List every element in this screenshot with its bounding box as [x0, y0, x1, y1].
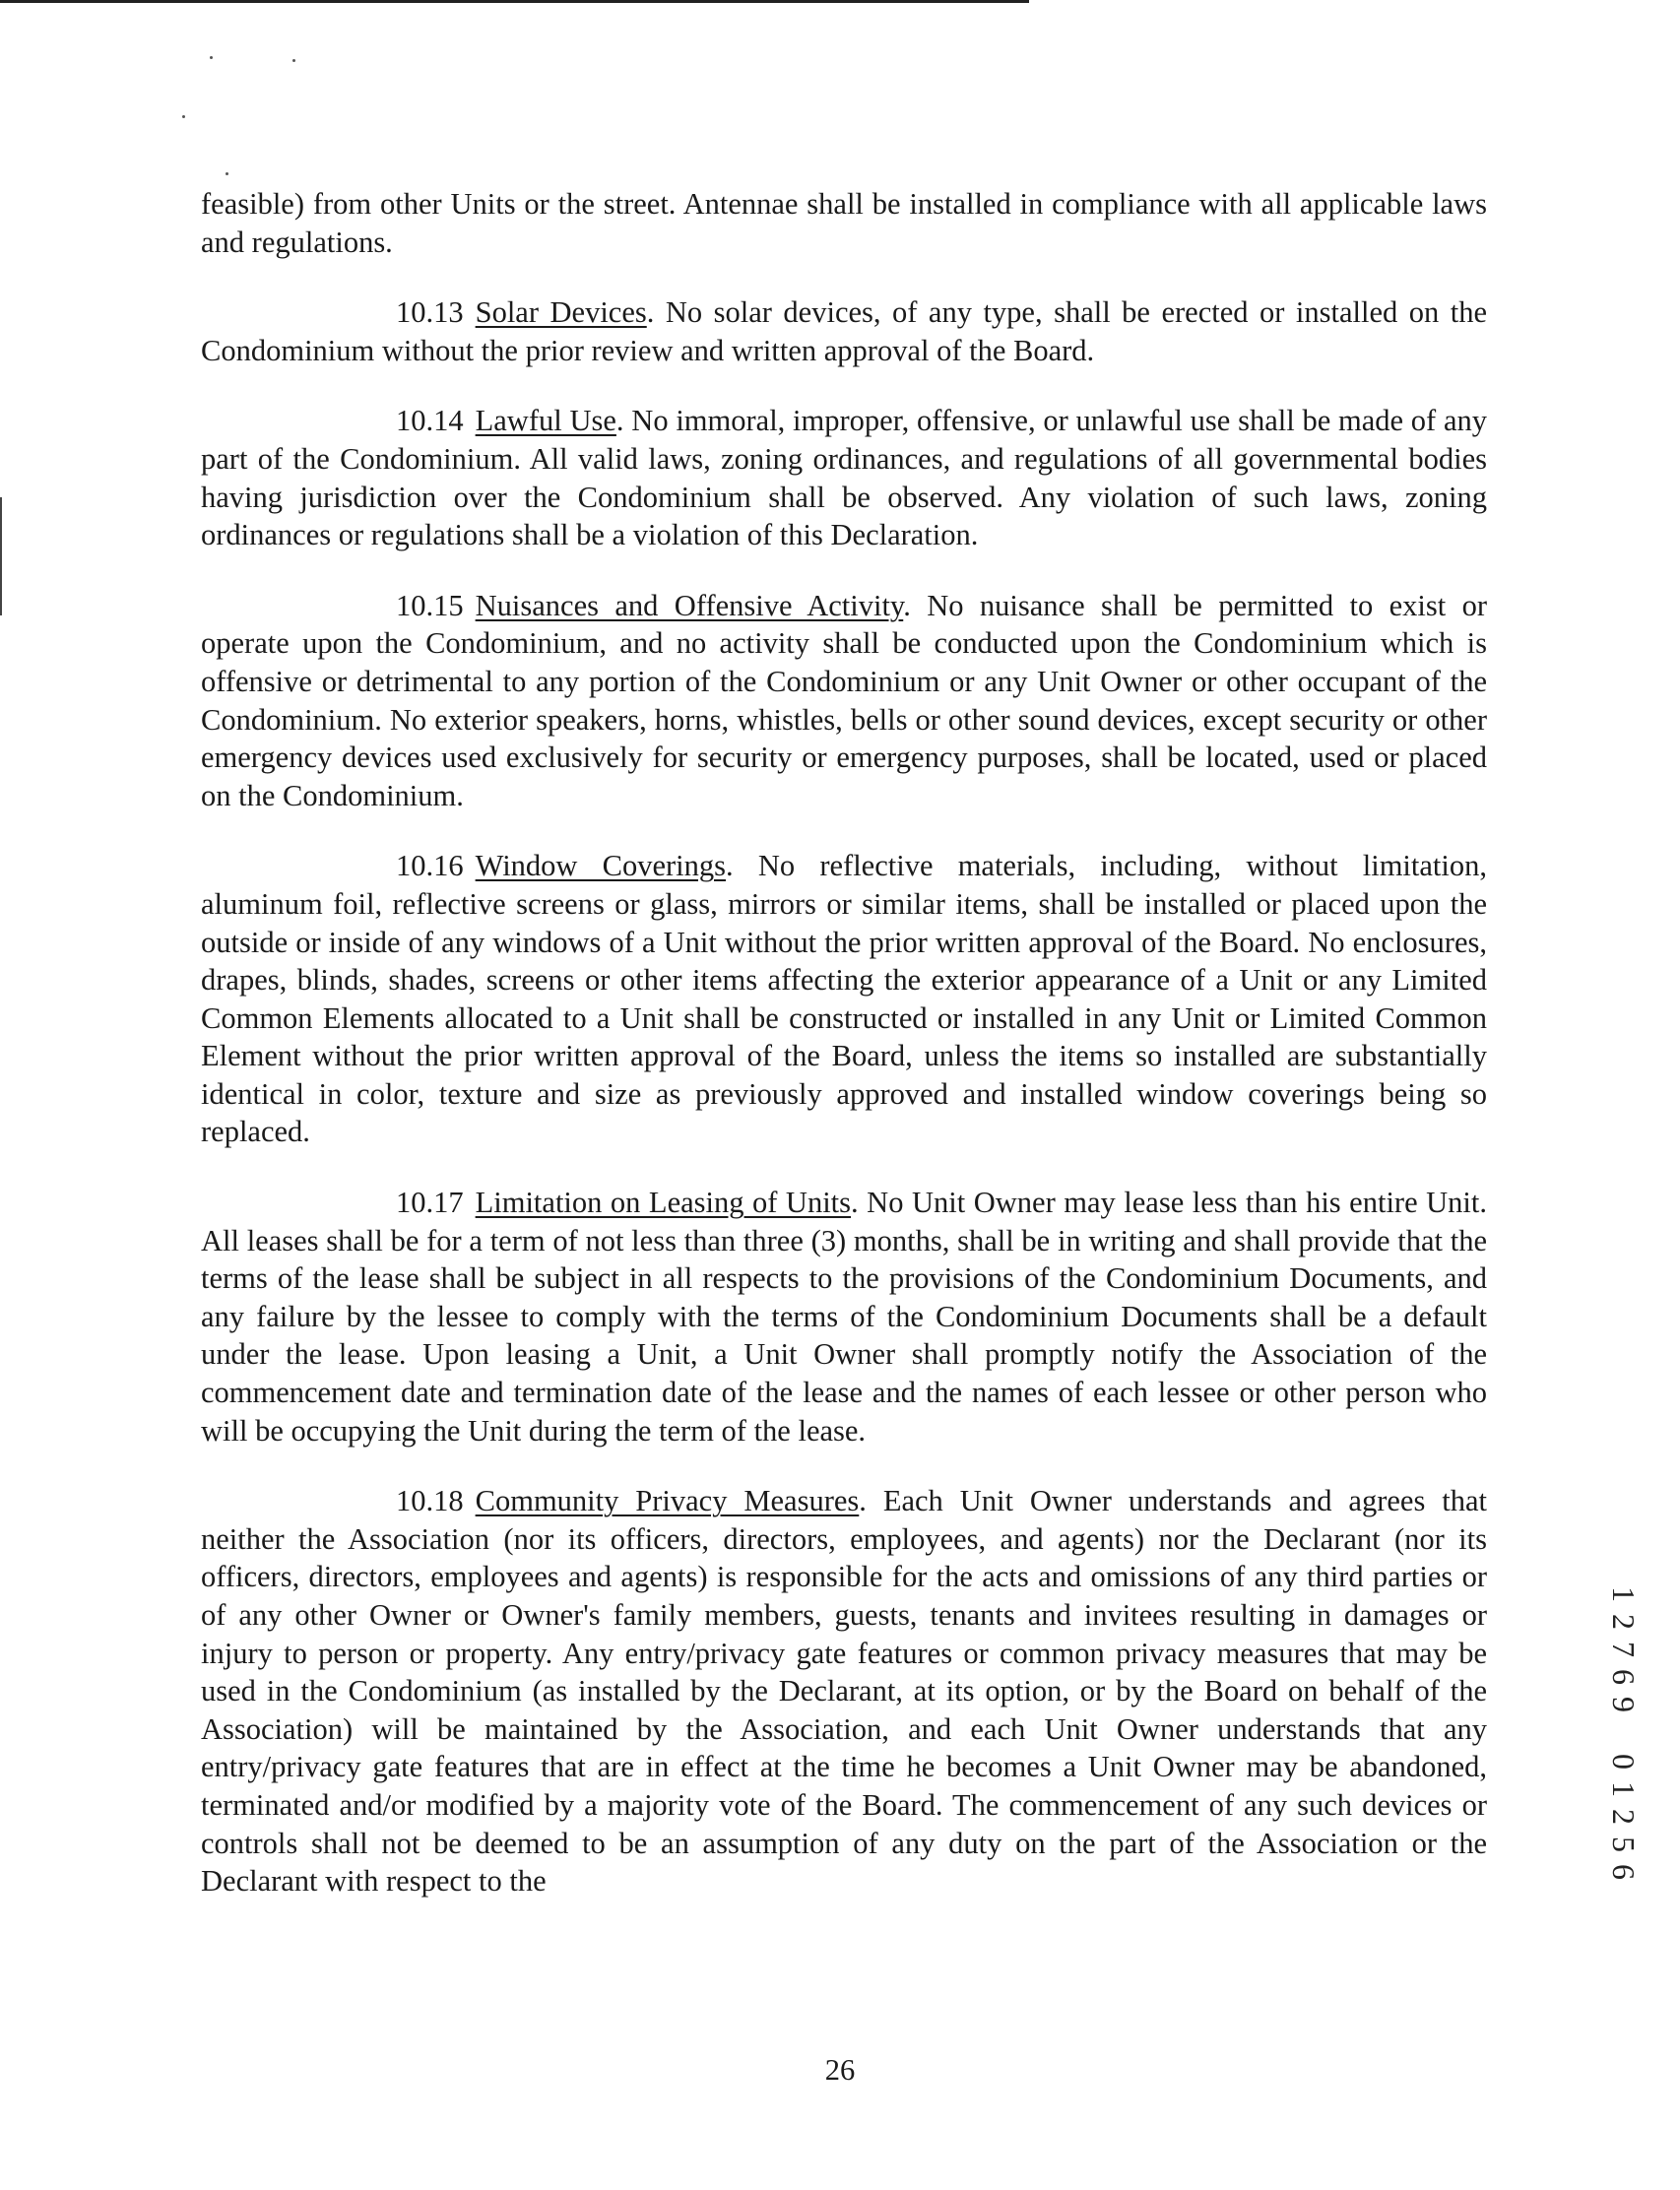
recording-page-digit: 0	[1606, 1754, 1642, 1770]
section-10-17	[201, 1184, 1487, 1449]
section-text: . No reflective materials, including, without limitation, aluminum foil, reflective screens or glass, mirrors or similar items, shall be installed or placed upon the outside or inside of any windows of a Unit without the prior written approval of the Board. No enclosures, drapes, blinds, shades, screens or other items affecting the exterior appearance of a Unit or any Limited Common Elements allocated to a Unit shall be constructed or installed in any Unit or Limited Common Element without the prior written approval of the Board, unless the items so installed are substantially identical in color, texture and size as previously approved and installed window coverings being so replaced.	[201, 849, 1487, 1149]
scan-speck	[210, 56, 213, 59]
recording-stamp	[1604, 1580, 1644, 1886]
recording-page-digit: 6	[1606, 1864, 1642, 1880]
top-border-rule	[0, 0, 1029, 3]
section-10-13	[201, 293, 1487, 369]
section-number: 10.18	[396, 1484, 464, 1518]
section-10-18	[201, 1482, 1487, 1900]
recording-book-digit: 1	[1606, 1586, 1642, 1602]
section-10-14	[201, 402, 1487, 553]
section-number: 10.13	[396, 295, 464, 330]
page-number: 26	[824, 2053, 856, 2087]
section-number: 10.17	[396, 1186, 464, 1220]
section-text: . No Unit Owner may lease less than his entire Unit. All leases shall be for a term of not less than three (3) months, shall be in writing and shall provide that the terms of the lease shall be subject in all respects to the provisions of the Condominium Documents, and any failure by the lessee to comply with the terms of the Condominium Documents shall be a default under the lease. Upon leasing a Unit, a Unit Owner shall promptly notify the Association of the commencement date and termination date of the lease and the names of each lessee or other person who will be occupying the Unit during the term of the lease.	[201, 1186, 1487, 1448]
section-heading: Limitation on Leasing of Units	[475, 1186, 852, 1220]
section-text: . No immoral, improper, offensive, or unlawful use shall be made of any part of the Condominium. All valid laws, zoning ordinances, and regulations of all governmental bodies having jurisdiction over the Condominium shall be observed. Any violation of such laws, zoning ordinances or regulations shall be a violation of this Declaration.	[201, 404, 1487, 552]
section-number: 10.14	[396, 404, 464, 438]
section-text: . No solar devices, of any type, shall be erected or installed on the Condominium without the prior review and written approval of the Board.	[201, 295, 1487, 367]
section-number: 10.16	[396, 849, 464, 883]
document-body	[201, 185, 1487, 1933]
section-text: . Each Unit Owner understands and agrees that neither the Association (nor its officers, directors, employees, and agents) nor the Declarant (nor its officers, directors, employees and agents) is responsible for the acts and omissions of any third parties or of any other Owner or Owner's family members, guests, tenants and invitees resulting in damages or injury to person or property. Any entry/privacy gate features or common privacy measures that may be used in the Condominium (as installed by the Declarant, at its option, or by the Board on behalf of the Association) will be maintained by the Association, and each Unit Owner understands that any entry/privacy gate features that are in effect at the time he becomes a Unit Owner may be abandoned, terminated and/or modified by a majority vote of the Board. The commencement of any such devices or controls shall not be deemed to be an assumption of any duty on the part of the Association or the Declarant with respect to the	[201, 1484, 1487, 1899]
recording-book-digit: 7	[1606, 1642, 1642, 1657]
scan-speck	[182, 115, 185, 118]
recording-book-digit: 2	[1606, 1614, 1642, 1630]
recording-book-digit: 9	[1606, 1697, 1642, 1712]
section-heading: Lawful Use	[475, 404, 616, 438]
section-10-15	[201, 587, 1487, 815]
scan-speck	[292, 59, 295, 62]
section-text: . No nuisance shall be permitted to exist or operate upon the Condominium, and no activity shall be conducted upon the Condominium which is offensive or detrimental to any portion of the Condominium or any Unit Owner or other occupant of the Condominium. No exterior speakers, horns, whistles, bells or other sound devices, except security or other emergency devices used exclusively for security or emergency purposes, shall be located, used or placed on the Condominium.	[201, 588, 1487, 812]
section-number: 10.15	[396, 588, 464, 622]
section-heading: Solar Devices	[475, 295, 647, 330]
section-heading: Community Privacy Measures	[475, 1484, 860, 1518]
scan-speck	[226, 172, 228, 175]
recording-page-digit: 1	[1606, 1781, 1642, 1797]
recording-book-digit: 6	[1606, 1669, 1642, 1685]
recording-page-digit: 2	[1606, 1809, 1642, 1825]
scan-left-edge-mark	[0, 497, 2, 615]
section-heading: Nuisances and Offensive Activity	[475, 588, 904, 622]
section-heading: Window Coverings	[475, 849, 727, 883]
section-10-16	[201, 847, 1487, 1151]
recording-page-digit: 5	[1606, 1836, 1642, 1852]
continuation-paragraph: feasible) from other Units or the street. Antennae shall be installed in compliance with all applicable laws and regulations.	[201, 187, 1487, 259]
